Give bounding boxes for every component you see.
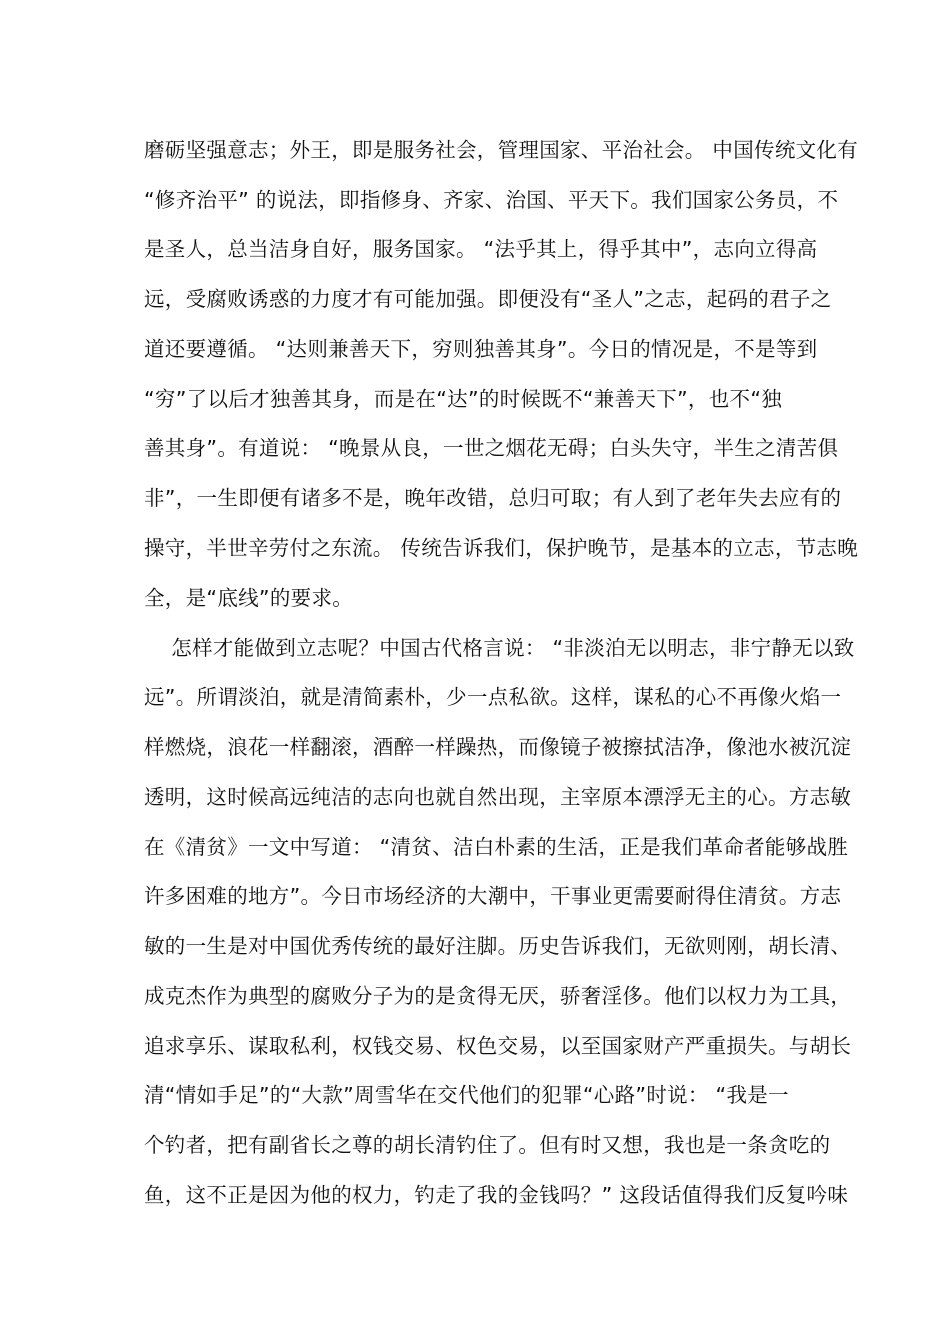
- text-line: 透明，这时候高远纯洁的志向也就自然出现，主宰原本漂浮无主的心。方志敏: [144, 785, 852, 809]
- text-line: 清“情如手足”的“大款”周雪华在交代他们的犯罪“心路”时说： “我是一: [144, 1083, 789, 1107]
- text-line: 样燃烧，浪花一样翻滚，酒醉一样躁热，而像镜子被擦拭洁净，像池水被沉淀: [144, 735, 852, 759]
- text-line: 善其身”。有道说： “晚景从良，一世之烟花无碍；白头失守，半生之清苦俱: [144, 436, 839, 460]
- text-line: 道还要遵循。 “达则兼善天下，穷则独善其身”。今日的情况是，不是等到: [144, 337, 818, 361]
- text-line: 许多困难的地方”。今日市场经济的大潮中，干事业更需要耐得住清贫。方志: [144, 884, 842, 908]
- text-line: “穷”了以后才独善其身，而是在“达”的时候既不“兼善天下”，也不“独: [144, 387, 783, 411]
- text-line: 非”，一生即便有诸多不是，晚年改错，总归可取；有人到了老年失去应有的: [144, 486, 842, 510]
- text-line: 磨砺坚强意志；外王，即是服务社会，管理国家、平治社会。 中国传统文化有: [144, 138, 859, 162]
- text-line: 全，是“底线”的要求。: [144, 586, 354, 610]
- text-line: 在《清贫》一文中写道： “清贫、洁白朴素的生活，正是我们革命者能够战胜: [144, 835, 849, 859]
- text-line: 是圣人，总当洁身自好，服务国家。 “法乎其上，得乎其中”，志向立得高: [144, 237, 818, 261]
- text-line: 个钓者，把有副省长之尊的胡长清钓住了。但有时又想，我也是一条贪吃的: [144, 1133, 831, 1157]
- text-line: 追求享乐、谋取私利，权钱交易、权色交易，以至国家财产严重损失。与胡长: [144, 1034, 852, 1058]
- text-line: 鱼，这不正是因为他的权力，钓走了我的金钱吗？” 这段话值得我们反复吟味: [144, 1183, 849, 1207]
- text-line: “修齐治平” 的说法，即指修身、齐家、治国、平天下。我们国家公务员，不: [144, 188, 839, 212]
- text-line: 操守，半世辛劳付之东流。 传统告诉我们，保护晚节，是基本的立志，节志晚: [144, 536, 859, 560]
- paragraph-start-line: 怎样才能做到立志呢？中国古代格言说： “非淡泊无以明志，非宁静无以致: [144, 636, 855, 660]
- text-line: 远，受腐败诱惑的力度才有可能加强。即便没有“圣人”之志，起码的君子之: [144, 287, 832, 311]
- text-line: 远”。所谓淡泊，就是清简素朴，少一点私欲。这样，谋私的心不再像火焰一: [144, 685, 842, 709]
- text-line: 敏的一生是对中国优秀传统的最好注脚。历史告诉我们，无欲则刚，胡长清、: [144, 934, 852, 958]
- text-line: 成克杰作为典型的腐败分子为的是贪得无厌，骄奢淫侈。他们以权力为工具，: [144, 984, 852, 1008]
